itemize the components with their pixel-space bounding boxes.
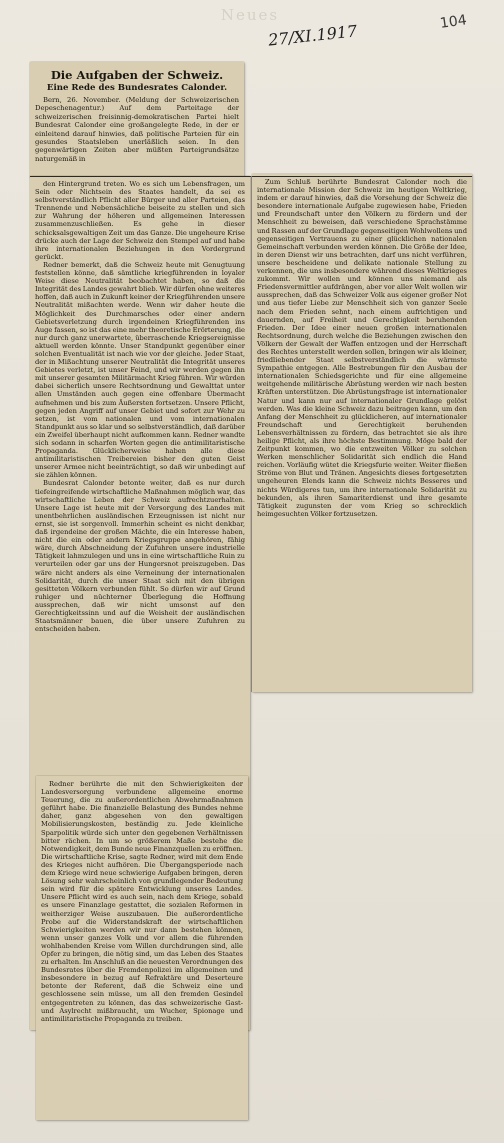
lead-paragraph: Bern, 26. November. (Meldung der Schweizerischen Depeschenagentur.) Auf dem Parteitage der schweizerischen freisinnig-demokratischen Partei hielt Bundesrat Calonder eine großangelegte Rede, in der er einleitend darauf hinwies, daß politische Parteien für ein gesundes Staatsleben unerläßlich seien. In den gegenwärtigen Zeiten aber müßten Parteigrundsätze naturgemäß in <box>35 96 239 163</box>
article-title: Die Aufgaben der Schweiz. <box>50 68 224 82</box>
bottom-column-text <box>41 780 243 1023</box>
faded-newspaper-heading: Neues <box>220 6 280 24</box>
article-subtitle: Eine Rede des Bundesrates Calonder. <box>46 83 228 93</box>
page-number: 104 <box>439 12 468 32</box>
clipping-headline-block <box>30 62 244 178</box>
clipping-right-column <box>252 174 472 692</box>
handwritten-date: 27/XI.1917 <box>267 21 359 50</box>
paragraph: Redner berührte die mit den Schwierigkeiten der Landesversorgung verbundene allgemeine enorme Teuerung, die zu außerordentlichen Abwehrmaßnahmen geführt habe. Die finanzielle Belastung des Bundes nehme daher, ganz abgesehen von den gewaltigen Mobilisierungskosten, beständig zu. Jede kleinliche Sparpolitik würde sich unter den gegebenen Verhältnissen bitter rächen. In um so größerem Maße bestehe die Notwendigkeit, dem Bunde neue Finanzquellen zu eröffnen. Die wirtschaftliche Krise, sagte Redner, wird mit dem Ende des Krieges nicht aufhören. Die Übergangsperiode nach dem Kriege wird neue schwierige Aufgaben bringen, deren Lösung sehr wahrscheinlich von grundlegender Bedeutung sein wird für die spätere Entwicklung unseres Landes. Unsere Pflicht wird es auch sein, nach dem Kriege, sobald es unsere Finanzlage gestattet, die sozialen Reformen in weitherziger Weise auszubauen. Die außerordentliche Probe auf die Widerstandskraft der wirtschaftlichen Schwierigkeiten werden wir nur dann bestehen können, wenn unser ganzes Volk und vor allem die führenden wohlhabenden Kreise vom Willen durchdrungen sind, alle Opfer zu bringen, die nötig sind, um das Leben des Staates zu erhalten. Im Anschluß an die neuesten Verordnungen des Bundesrates über die Fremdenpolizei im allgemeinen und insbesondere in bezug auf Refraktäre und Deserteure betonte der Referent, daß die Schweiz eine und geschlossene sein müsse, um all den fremden Gesindel entgegentreten zu können, das das schweizerische Gast- und Asylrecht mißbraucht, um Wucher, Spionage und antimilitaristische Propaganda zu treiben. <box>41 780 243 1023</box>
paragraph: Zum Schluß berührte Bundesrat Calonder noch die internationale Mission der Schweiz im heutigen Weltkrieg, indem er darauf hinwies, daß die Vorsehung der Schweiz die besondere internationale Aufgabe zugewiesen habe, Frieden und Freundschaft unter den Völkern zu fördern und der Menschheit zu beweisen, daß verschiedene Sprachstämme und Rassen auf der Grundlage gegenseitigen Wohlwollens und gegenseitigen Vertrauens zu einer glücklichen nationalen Gemeinschaft verbunden werden können. Die Größe der Idee, in deren Dienst wir uns betrachten, darf uns nicht verführen, unsere bescheidene und delikate nationale Stellung zu verkennen, die uns insbesondere während dieses Weltkrieges zukommt. Wir wollen und können uns niemand als Friedensvermittler aufdrängen, aber vor aller Welt wollen wir aussprechen, daß das Schweizer Volk aus eigener großer Not und aus tiefer Liebe zur Menschheit sich von ganzer Seele nach dem Frieden sehnt, nach einem aufrichtigen und dauernden, auf Freiheit und Gerechtigkeit beruhenden Frieden. Der Idee einer neuen großen internationalen Rechtsordnung, durch welche die Beziehungen zwischen den Völkern der Gewalt der Waffen entzogen und der Herrschaft des Rechtes unterstellt werden sollen, bringen wir als kleiner, friedliebender Staat selbstverständlich die wärmste Sympathie entgegen. Alle Bestrebungen für den Ausbau der internationalen Schiedsgerichte und für eine allgemeine weitgehende militärische Abrüstung werden wir nach besten Kräften unterstützen. Die Abrüstungsfrage ist internationaler Natur und kann nur auf internationaler Grundlage gelöst werden. Was die kleine Schweiz dazu beitragen kann, um den Anfang der Menschheit zu glücklicheren, auf internationaler Freundschaft und Gerechtigkeit beruhenden Lebensverhältnissen zu fördern, das betrachtet sie als ihre heilige Pflicht, als ihre höchste Bestimmung. Möge bald der Zeitpunkt kommen, wo die entzweiten Völker zu solchen Werken menschlicher Solidarität sich endlich die Hand reichen. Vorläufig wütet die Kriegsfurie weiter. Weiter fließen Ströme von Blut und Tränen. Angesichts dieses fortgesetzten ungeheuren Elends kann die Schweiz nichts Besseres und nichts Würdigeres tun, um ihre internationale Solidarität zu bekunden, als ihren Samariterdienst und ihre gesamte Tätigkeit zugunsten der vom Krieg so schrecklich heimgesuchten Völker fortzusetzen. <box>257 178 467 518</box>
left-column-text <box>35 180 245 633</box>
clipping-bottom-column <box>36 776 248 1120</box>
paragraph: Redner bemerkt, daß die Schweiz heute mit Genugtuung feststellen könne, daß sämtliche kriegführenden in loyaler Weise diese Neutralität beobachtet haben, so daß die Integrität des Landes gewahrt blieb. Wir dürfen ohne weiteres hoffen, daß auch in Zukunft keiner der Kriegführenden unsere Neutralität mißachten werde. Wenn wir daher heute die Möglichkeit des Durchmarsches oder einer andern Gebietsverletzung durch irgendeinen Kriegführenden ins Auge fassen, so ist das eine mehr theoretische Erörterung, die nur durch ganz unerwartete, überraschende Kriegsereignisse aktuell werden könnte. Unser Standpunkt gegenüber einer solchen Eventualität ist nach wie vor der gleiche. Jeder Staat, der in Mißachtung unserer Neutralität die Integrität unseres Gebietes verletzt, ist unser Feind, und wir werden gegen ihn mit unserer gesamten Militärmacht Krieg führen. Wir würden dabei sicherlich unsere Rechtsordnung und Gewalttat unter allen Umständen auch gegen eine offenbare Übermacht aufnehmen und bis zum Äußersten fortsetzen. Unsere Pflicht, gegen jeden Angriff auf unser Gebiet und sofort zur Wehr zu setzen, ist vom nationalen und vom internationalen Standpunkt aus so klar und so selbstverständlich, daß darüber ein Zweifel überhaupt nicht aufkommen kann. Redner wandte sich sodann in scharfen Worten gegen die antimilitaristische Propaganda. Glücklicherweise haben alle diese antimilitaristischen Treibereien bisher den guten Geist unserer Armee nicht beeinträchtigt, so daß wir unbedingt auf sie zählen können. <box>35 260 245 480</box>
right-column-text <box>257 178 467 518</box>
paragraph: den Hintergrund treten. Wo es sich um Lebensfragen, um Sein oder Nichtsein des Staates handelt, da sei es selbstverständlich Pflicht aller Bürger und aller Parteien, das Trennende und Nebensächliche beiseite zu stellen und sich zur Wahrung der höheren und allgemeinen Interessen zusammenzuschließen. Es gehe in dieser schicksalsgewaltigen Zeit um das Ganze. Die ungeheure Krise drücke auch der Lage der Schweiz den Stempel auf und habe ihre internationalen Beziehungen in den Vordergrund gerückt. <box>35 180 245 261</box>
column-divider <box>251 176 252 692</box>
paragraph: Bundesrat Calonder betonte weiter, daß es nur durch tiefeingreifende wirtschaftliche Maßnahmen möglich war, das wirtschaftliche Leben der Schweiz aufrechtzuerhalten. Unsere Lage ist heute mit der Versorgung des Landes mit unentbehrlichen ausländischen Erzeugnissen ist nicht nur ernst, sie ist sorgenvoll. Immerhin scheint es nicht denkbar, daß irgendeine der großen Mächte, die ein Interesse haben, nicht die ein oder andern Kriegsgruppe angehören, fähig wäre, durch Abschneidung der Zufuhren unsere industrielle Tätigkeit lahmzulegen und uns in eine wirtschaftliche Ruin zu verurteilen oder gar uns der Hungersnot preiszugeben. Das wäre nicht anders als eine Verneinung der internationalen Solidarität, durch die unser Staat sich mit den übrigen gesitteten Völkern verbunden fühlt. So dürfen wir auf Grund ruhiger und nüchterner Überlegung die Hoffnung aussprechen, daß wir nicht umsonst auf den Gerechtigkeitssinn und auf die Weisheit der ausländischen Staatsmänner bauen, die über unsere Zufuhren zu entscheiden haben. <box>35 479 245 634</box>
article-lead <box>35 96 239 163</box>
